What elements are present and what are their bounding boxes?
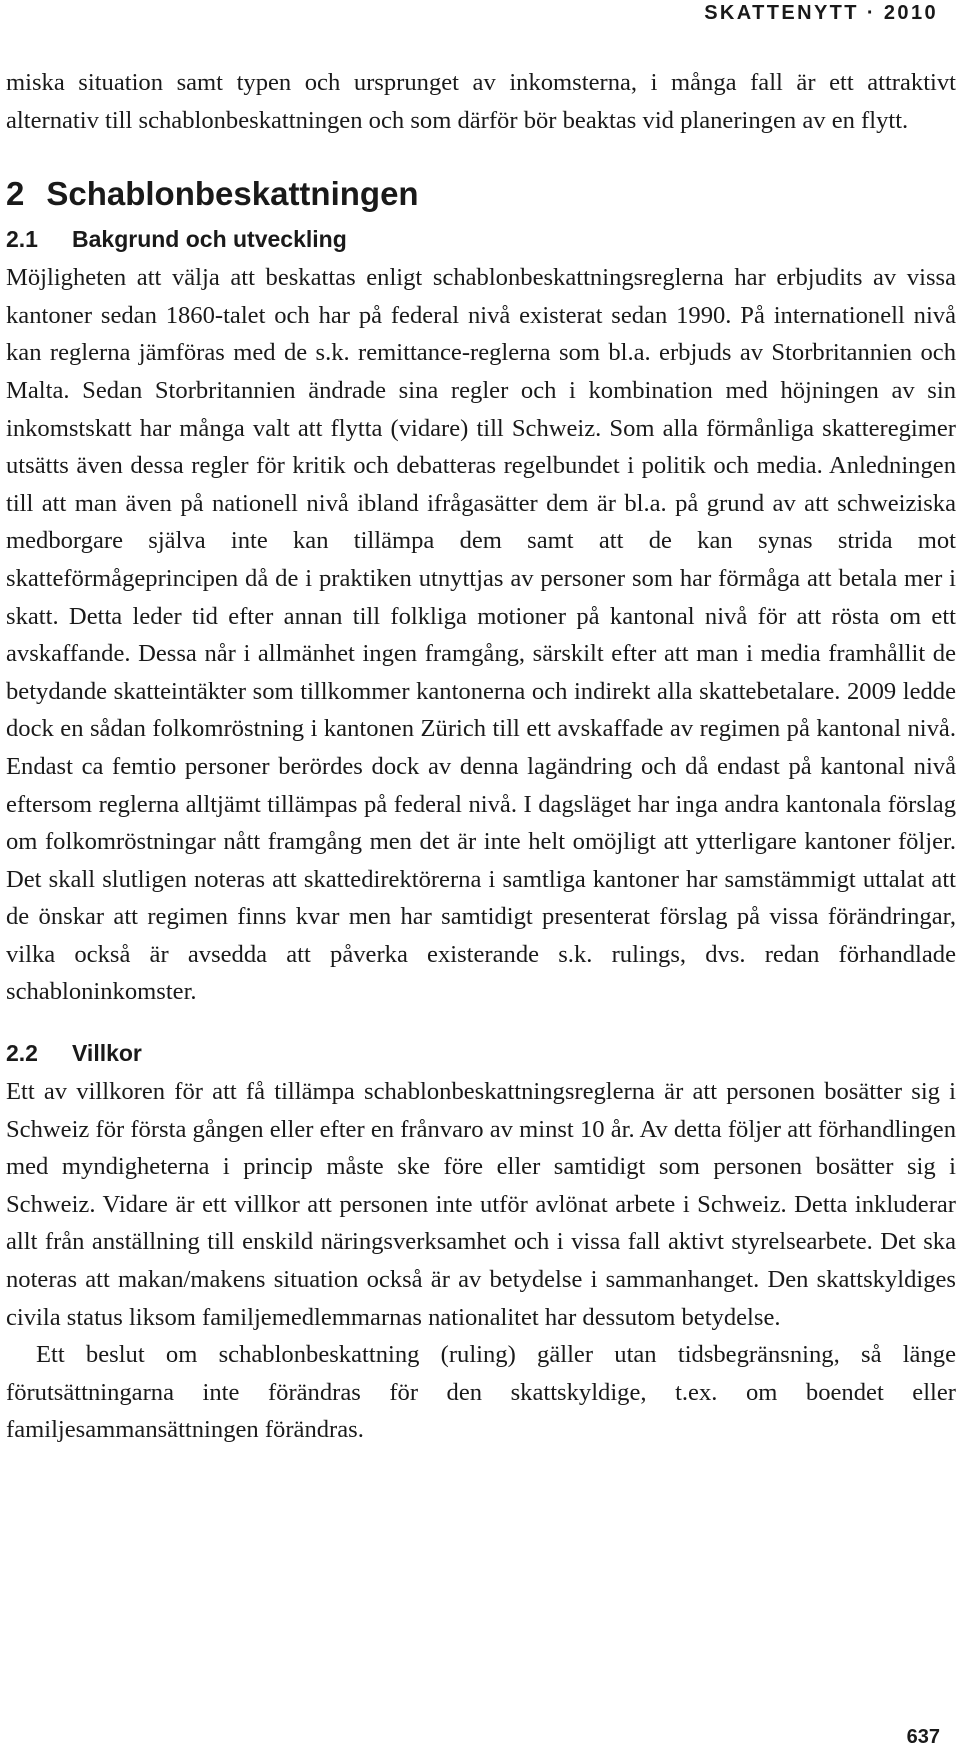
paragraph-2-1: Möjligheten att välja att beskattas enligt schablonbeskattningsreglerna har erbjudits av vissa kantoner sedan 1860-talet och har på federal nivå existerat sedan 1990. På internationell nivå kan reglerna jämföras med de s.k. remittance-reglerna som bl.a. erbjuds av Storbritannien och Malta. Sedan Storbritannien ändrade sina regler och i kombination med höjningen av sin inkomstskatt har många valt att flytta (vidare) till Schweiz. Som alla förmånliga skatteregimer utsätts även dessa regler för kritik och debatteras regelbundet i politik och media. Anledningen till att man även på nationell nivå ibland ifrågasätter dem är bl.a. på grund av att schweiziska medborgare själva inte kan tillämpa dem samt att de kan synas strida mot skatteförmågeprincipen då de i praktiken utnyttjas av personer som har förmåga att betala mer i skatt. Detta leder tid efter annan till folkliga motioner på kantonal nivå för att rösta om ett avskaffande. Dessa når i allmänhet ingen framgång, särskilt efter att man i media framhållit de betydande skatteintäkter som tillkommer kantonerna och indirekt alla skattebetalare. 2009 ledde dock en sådan folkomröstning i kantonen Zürich till ett avskaffade av regimen på kantonal nivå. Endast ca femtio personer berördes dock av denna lagändring och då endast på kantonal nivå eftersom reglerna alltjämt tillämpas på federal nivå. I dagsläget har inga andra kantonala förslag om folkomröstningar nått framgång men det är inte helt omöjligt att ytterligare kantoner följer. Det skall slutligen noteras att skattedirektörerna i samtliga kantoner har samstämmigt uttalat att de önskar att regimen finns kvar men har samtidigt presenterat förslag på vissa förändringar, vilka också är avsedda att påverka existerande s.k. rulings, dvs. redan förhandlade schabloninkomster.	[6, 264, 956, 1006]
subsection-number: 2.1	[6, 226, 38, 253]
subsection-number: 2.2	[6, 1040, 38, 1067]
subsection-heading-2-1	[6, 219, 956, 259]
subsection-heading-2-2	[6, 1033, 956, 1073]
page-number: 637	[906, 1726, 940, 1748]
subsection-title: Villkor	[72, 1040, 142, 1067]
paragraph-2-2-b: Ett beslut om schablonbeskattning (ruling) gäller utan tidsbegränsning, så länge förutsättningarna inte förändras för den skattskyldige, t.ex. om boendet eller familjesammansättningen förändras.	[6, 1341, 956, 1444]
section-number: 2	[6, 175, 25, 213]
running-head: SKATTENYTT · 2010	[704, 2, 938, 24]
section-title: Schablonbeskattningen	[46, 175, 419, 213]
paragraph-2-2-a: Ett av villkoren för att få tillämpa schablonbeskattningsreglerna är att personen bosätter sig i Schweiz för första gången eller efter en frånvaro av minst 10 år. Av detta följer att förhandlingen med myndigheterna i princip måste ske före eller samtidigt som personen bosätter sig i Schweiz. Vidare är ett villkor att personen inte utför avlönat arbete i Schweiz. Detta inkluderar allt från anställning till enskild näringsverksamhet och i vissa fall aktivt styrelsearbete. Det ska noteras att makan/makens situation också är av betydelse i sammanhanget. Den skattskyldiges civila status liksom familjemedlemmarnas nationalitet har dessutom betydelse.	[6, 1078, 956, 1331]
section-heading-2	[6, 169, 956, 219]
intro-paragraph: miska situation samt typen och ursprunget av inkomsterna, i många fall är ett attraktivt alternativ till schablonbeskattningen och som därför bör beaktas vid planeringen av en flytt.	[6, 69, 956, 134]
body-content	[6, 64, 956, 1449]
subsection-title: Bakgrund och utveckling	[72, 226, 347, 253]
